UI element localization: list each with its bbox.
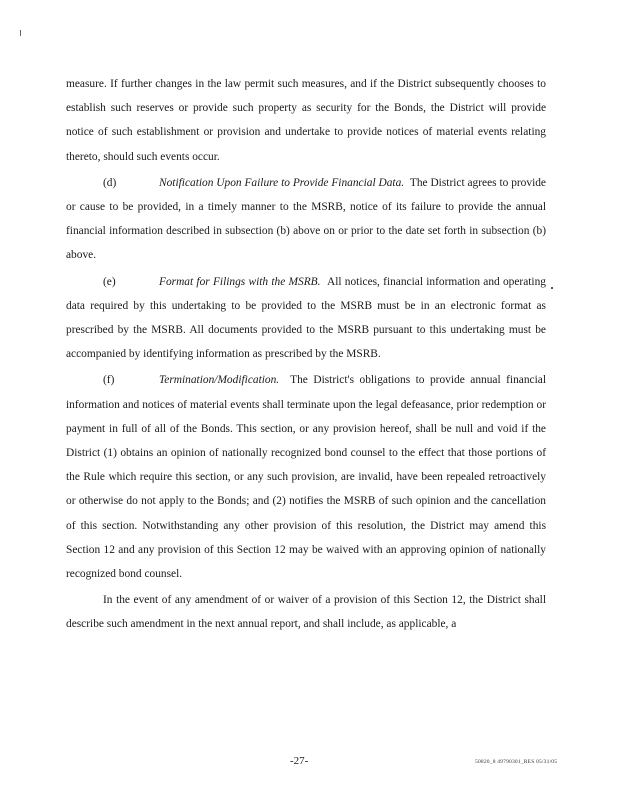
paragraph-text: The District agrees to provide or cause to be provided, in a timely manner to the MSRB, notice of its failure to provide the annual financial information described in subsection (b) above on or prior to the date set forth in subsection (b) above. — [66, 176, 546, 262]
section-heading: Termination/Modification. — [159, 374, 280, 387]
paragraph-text: All notices, financial information and operating data required by this undertaking to be provided to the MSRB must be in an electronic format as prescribed by the MSRB. All documents provided to the MSRB pursuant to this undertaking must be accompanied by identifying information as prescribed by the MSRB. — [66, 275, 546, 361]
page-number: -27- — [290, 755, 309, 767]
paragraph-text: measure. If further changes in the law permit such measures, and if the District subsequently chooses to establish such reserves or provide such property as security for the Bonds, the District will provide notice of such establishment or provision and undertake to provide notices of material events relating thereto, should such events occur. — [66, 78, 546, 163]
paragraph-text: In the event of any amendment of or waiver of a provision of this Section 12, the District shall describe such amendment in the next annual report, and shall include, as applicable, a — [66, 594, 546, 631]
section-label: (e) — [103, 275, 116, 288]
section-heading: Notification Upon Failure to Provide Financial Data. — [159, 176, 405, 189]
paragraph-continuation — [66, 72, 546, 169]
section-label: (d) — [103, 176, 117, 189]
paragraph-amendment — [66, 588, 546, 636]
paragraph-text: The District's obligations to provide annual financial information and notices of material events shall terminate upon the legal defeasance, prior redemption or payment in full of all of the Bonds. This section, or any provision hereof, shall be null and void if the District (1) obtains an opinion of nationally recognized bond counsel to the effect that those portions of the Rule which require this section, or any such provision, are invalid, have been repealed retroactively or otherwise do not apply to the Bonds; and (2) notifies the MSRB of such opinion and the cancellation of this section. Notwithstanding any other provision of this resolution, the District may amend this Section 12 and any provision of this Section 12 may be waived with an approving opinion of nationally recognized bond counsel. — [66, 374, 546, 581]
paragraph-f — [66, 368, 546, 586]
section-label: (f) — [103, 374, 115, 387]
body-text — [66, 72, 546, 639]
paragraph-d — [66, 171, 546, 268]
scan-mark — [20, 30, 21, 36]
paragraph-e — [66, 270, 546, 367]
section-heading: Format for Filings with the MSRB. — [159, 275, 321, 288]
scan-speck — [551, 287, 553, 289]
document-reference: 50820_8 49790301_RES 05/31/05 — [475, 759, 558, 765]
